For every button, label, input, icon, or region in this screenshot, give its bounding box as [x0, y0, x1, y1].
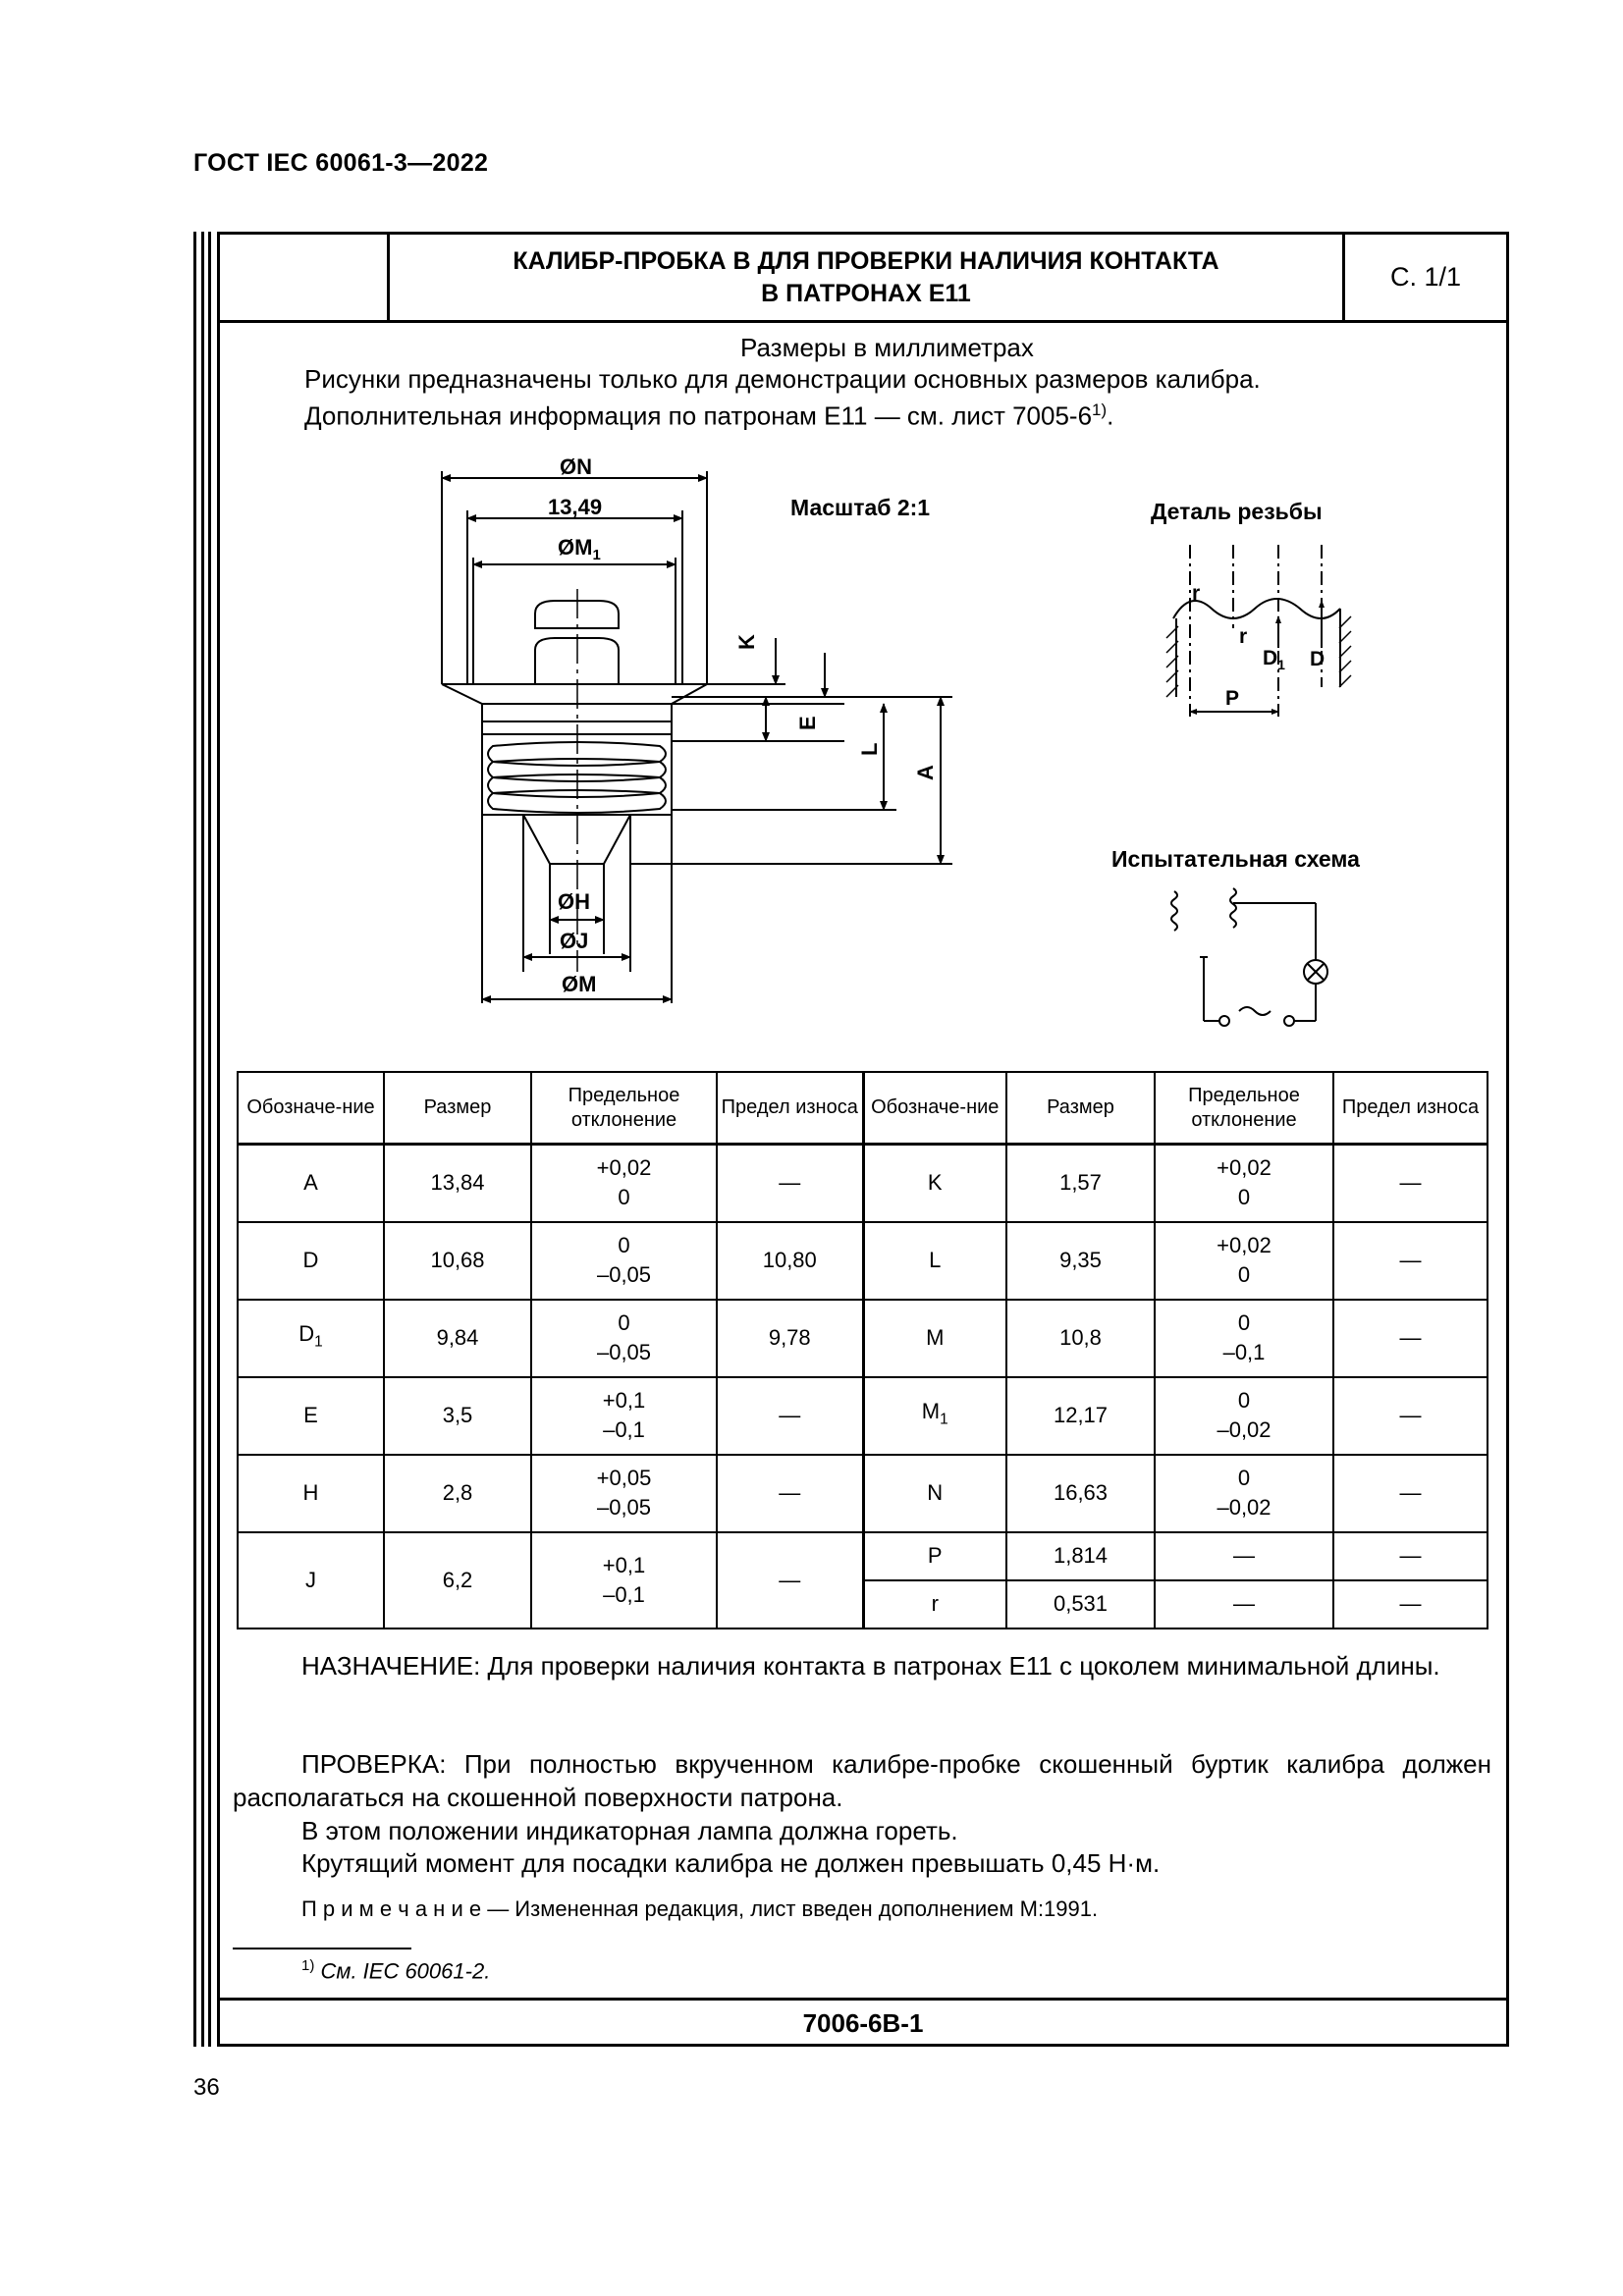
- thread-label-r1: r: [1192, 582, 1201, 605]
- cell-deviation-upper: +0,02: [1217, 1233, 1271, 1257]
- cell-deviation: [1155, 1222, 1333, 1300]
- cell-size: 13,84: [384, 1145, 531, 1222]
- cell-deviation-upper: +0,02: [1217, 1155, 1271, 1181]
- cell-size: 9,84: [384, 1300, 531, 1377]
- cell-size: 6,2: [384, 1532, 531, 1629]
- cell-deviation: [531, 1300, 717, 1377]
- table-row: [238, 1532, 1488, 1580]
- cell-symbol: J: [238, 1532, 384, 1629]
- intro-line-2-end: .: [1107, 400, 1114, 431]
- cell-size: 10,8: [1006, 1300, 1155, 1377]
- thread-label-D1-sub: 1: [1277, 657, 1285, 672]
- cell-deviation-lower: 0: [1237, 1262, 1251, 1287]
- cell-deviation-upper: +0,1: [602, 1552, 646, 1577]
- cell-deviation: [531, 1532, 717, 1629]
- dim-label-M1-base: ØM: [558, 535, 593, 560]
- dim-label-E: E: [795, 716, 820, 730]
- cell-deviation-upper: +0,02: [596, 1155, 652, 1181]
- thread-detail-label: Деталь резьбы: [1151, 499, 1323, 524]
- cell-wear: 10,80: [717, 1222, 863, 1300]
- cell-wear: 9,78: [717, 1300, 863, 1377]
- col-header: Предел износа: [717, 1072, 863, 1145]
- dimensions-table: [237, 1071, 1488, 1629]
- cell-size: 10,68: [384, 1222, 531, 1300]
- cell-wear: —: [1333, 1532, 1488, 1580]
- cell-deviation-upper: 0: [1237, 1466, 1251, 1490]
- cell-wear: —: [717, 1377, 863, 1455]
- sheet-title-line1: КАЛИБР-ПРОБКА В ДЛЯ ПРОВЕРКИ НАЛИЧИЯ КОНТАКТА: [513, 246, 1219, 275]
- symbol-base: M: [921, 1398, 941, 1423]
- dim-label-K: K: [734, 634, 759, 650]
- check-paragraph: ПРОВЕРКА: При полностью вкрученном калибре-пробке скошенный буртик калибра должен располагаться на скошенной поверхности патрона.: [233, 1749, 1491, 1812]
- sheet-number: С. 1/1: [1342, 235, 1506, 320]
- dim-label-13-49: 13,49: [548, 495, 603, 519]
- intro-line-1: Рисунки предназначены только для демонстрации основных размеров калибра.: [304, 364, 1261, 394]
- cell-wear: —: [717, 1532, 863, 1629]
- thread-label-r2: r: [1239, 625, 1248, 648]
- title-row: [220, 235, 1506, 323]
- cell-symbol: H: [238, 1455, 384, 1532]
- cell-symbol: P: [863, 1532, 1006, 1580]
- cell-deviation: [531, 1377, 717, 1455]
- thread-label-D1: [1263, 647, 1285, 672]
- cell-deviation-lower: 0: [1237, 1185, 1251, 1210]
- gauge-drawing: [422, 447, 972, 1016]
- cell-wear: —: [1333, 1580, 1488, 1629]
- table-row: [238, 1455, 1488, 1532]
- document-header: ГОСТ IEC 60061-3—2022: [193, 149, 489, 177]
- cell-deviation-lower: –0,02: [1217, 1417, 1271, 1442]
- cell-deviation: [1155, 1455, 1333, 1532]
- cell-symbol: A: [238, 1145, 384, 1222]
- cell-symbol: [238, 1300, 384, 1377]
- dim-label-L: L: [857, 742, 882, 756]
- cell-deviation: [531, 1145, 717, 1222]
- binding-line: [193, 232, 196, 2047]
- col-header: Предельное отклонение: [531, 1072, 717, 1145]
- col-header: Обозначе-ние: [863, 1072, 1006, 1145]
- cell-symbol: N: [863, 1455, 1006, 1532]
- cell-deviation-lower: 0: [618, 1185, 630, 1210]
- cell-size: 0,531: [1006, 1580, 1155, 1629]
- test-circuit-drawing: [1159, 879, 1345, 1036]
- cell-deviation-lower: –0,1: [1222, 1340, 1266, 1364]
- symbol-sub: 1: [940, 1411, 948, 1428]
- cell-deviation: [1155, 1145, 1333, 1222]
- symbol-base: D: [298, 1320, 315, 1346]
- cell-deviation-upper: 0: [1237, 1388, 1251, 1413]
- cell-symbol: r: [863, 1580, 1006, 1629]
- dim-label-A: A: [913, 765, 938, 780]
- intro-line-2-text: Дополнительная информация по патронам E11 — см. лист 7005-6: [304, 400, 1093, 431]
- footnote: [301, 1957, 490, 1984]
- cell-wear: —: [717, 1455, 863, 1532]
- cell-deviation: [531, 1455, 717, 1532]
- dim-label-H: ØH: [558, 889, 590, 914]
- cell-wear: —: [1333, 1377, 1488, 1455]
- dim-label-M1: [558, 535, 601, 563]
- cell-size: 2,8: [384, 1455, 531, 1532]
- cell-symbol: K: [863, 1145, 1006, 1222]
- cell-deviation-upper: +0,05: [596, 1466, 652, 1490]
- title-blank-cell: [220, 235, 390, 320]
- dim-label-M: ØM: [562, 972, 597, 996]
- cell-size: 12,17: [1006, 1377, 1155, 1455]
- cell-symbol: [863, 1377, 1006, 1455]
- cell-deviation-lower: –0,02: [1217, 1495, 1271, 1520]
- cell-deviation: [1155, 1377, 1333, 1455]
- cell-deviation: —: [1155, 1580, 1333, 1629]
- test-circuit-label: Испытательная схема: [1111, 846, 1360, 872]
- check-paragraph-3: Крутящий момент для посадки калибра не должен превышать 0,45 Н·м.: [301, 1848, 1161, 1878]
- col-header: Обозначе-ние: [238, 1072, 384, 1145]
- intro-line-2: [304, 394, 1113, 433]
- dim-label-J: ØJ: [560, 929, 589, 953]
- scale-label: Масштаб 2:1: [790, 495, 931, 520]
- table-row: [238, 1222, 1488, 1300]
- cell-symbol: M: [863, 1300, 1006, 1377]
- footnote-text: См. IEC 60061-2.: [320, 1958, 491, 1984]
- page-number: 36: [193, 2074, 220, 2101]
- cell-size: 1,57: [1006, 1145, 1155, 1222]
- sheet-code: 7006-6B-1: [802, 2008, 924, 2038]
- cell-deviation: —: [1155, 1532, 1333, 1580]
- cell-symbol: L: [863, 1222, 1006, 1300]
- units-note: Размеры в миллиметрах: [740, 333, 1034, 362]
- cell-deviation: [531, 1222, 717, 1300]
- footnote-divider: [233, 1948, 411, 1949]
- cell-size: 1,814: [1006, 1532, 1155, 1580]
- note: П р и м е ч а н и е — Измененная редакция, лист введен дополнением М:1991.: [301, 1896, 1099, 1921]
- cell-wear: —: [1333, 1300, 1488, 1377]
- cell-wear: —: [1333, 1145, 1488, 1222]
- cell-deviation-upper: 0: [618, 1310, 630, 1335]
- cell-deviation-upper: +0,1: [602, 1388, 646, 1413]
- cell-symbol: E: [238, 1377, 384, 1455]
- thread-detail-drawing: [1159, 535, 1355, 731]
- cell-wear: —: [717, 1145, 863, 1222]
- cell-deviation-lower: –0,05: [596, 1340, 652, 1364]
- cell-deviation-lower: –0,1: [603, 1581, 645, 1607]
- cell-wear: —: [1333, 1222, 1488, 1300]
- cell-wear: —: [1333, 1455, 1488, 1532]
- cell-size: 16,63: [1006, 1455, 1155, 1532]
- footnote-ref: 1): [1092, 400, 1108, 419]
- check-paragraph-2: В этом положении индикаторная лампа должна гореть.: [301, 1816, 958, 1845]
- cell-deviation-lower: –0,05: [596, 1262, 652, 1287]
- binding-line: [201, 232, 204, 2047]
- col-header: Размер: [384, 1072, 531, 1145]
- thread-label-D1-base: D: [1263, 647, 1278, 669]
- cell-deviation-lower: –0,05: [596, 1495, 652, 1520]
- cell-deviation-upper: 0: [618, 1233, 630, 1257]
- purpose-paragraph: НАЗНАЧЕНИЕ: Для проверки наличия контакта в патронах E11 с цоколем минимальной длины.: [301, 1651, 1440, 1681]
- col-header: Размер: [1006, 1072, 1155, 1145]
- table-row: [238, 1145, 1488, 1222]
- cell-deviation-upper: 0: [1237, 1310, 1251, 1335]
- cell-deviation-lower: –0,1: [603, 1417, 645, 1442]
- cell-symbol: D: [238, 1222, 384, 1300]
- thread-label-D: D: [1310, 648, 1325, 670]
- symbol-sub: 1: [314, 1333, 323, 1351]
- dim-label-M1-sub: 1: [592, 547, 601, 563]
- table-header-row: [238, 1072, 1488, 1145]
- cell-deviation: [1155, 1300, 1333, 1377]
- dim-label-N: ØN: [560, 454, 592, 479]
- table-row: [238, 1300, 1488, 1377]
- sheet-title-line2: В ПАТРОНАХ E11: [761, 279, 971, 307]
- footnote-mark: 1): [301, 1957, 315, 1974]
- binding-line: [208, 232, 211, 2047]
- cell-size: 3,5: [384, 1377, 531, 1455]
- col-header: Предельное отклонение: [1155, 1072, 1333, 1145]
- table-row: [238, 1377, 1488, 1455]
- thread-label-P: P: [1225, 687, 1240, 710]
- col-header: Предел износа: [1333, 1072, 1488, 1145]
- sheet-title: [390, 235, 1342, 320]
- cell-size: 9,35: [1006, 1222, 1155, 1300]
